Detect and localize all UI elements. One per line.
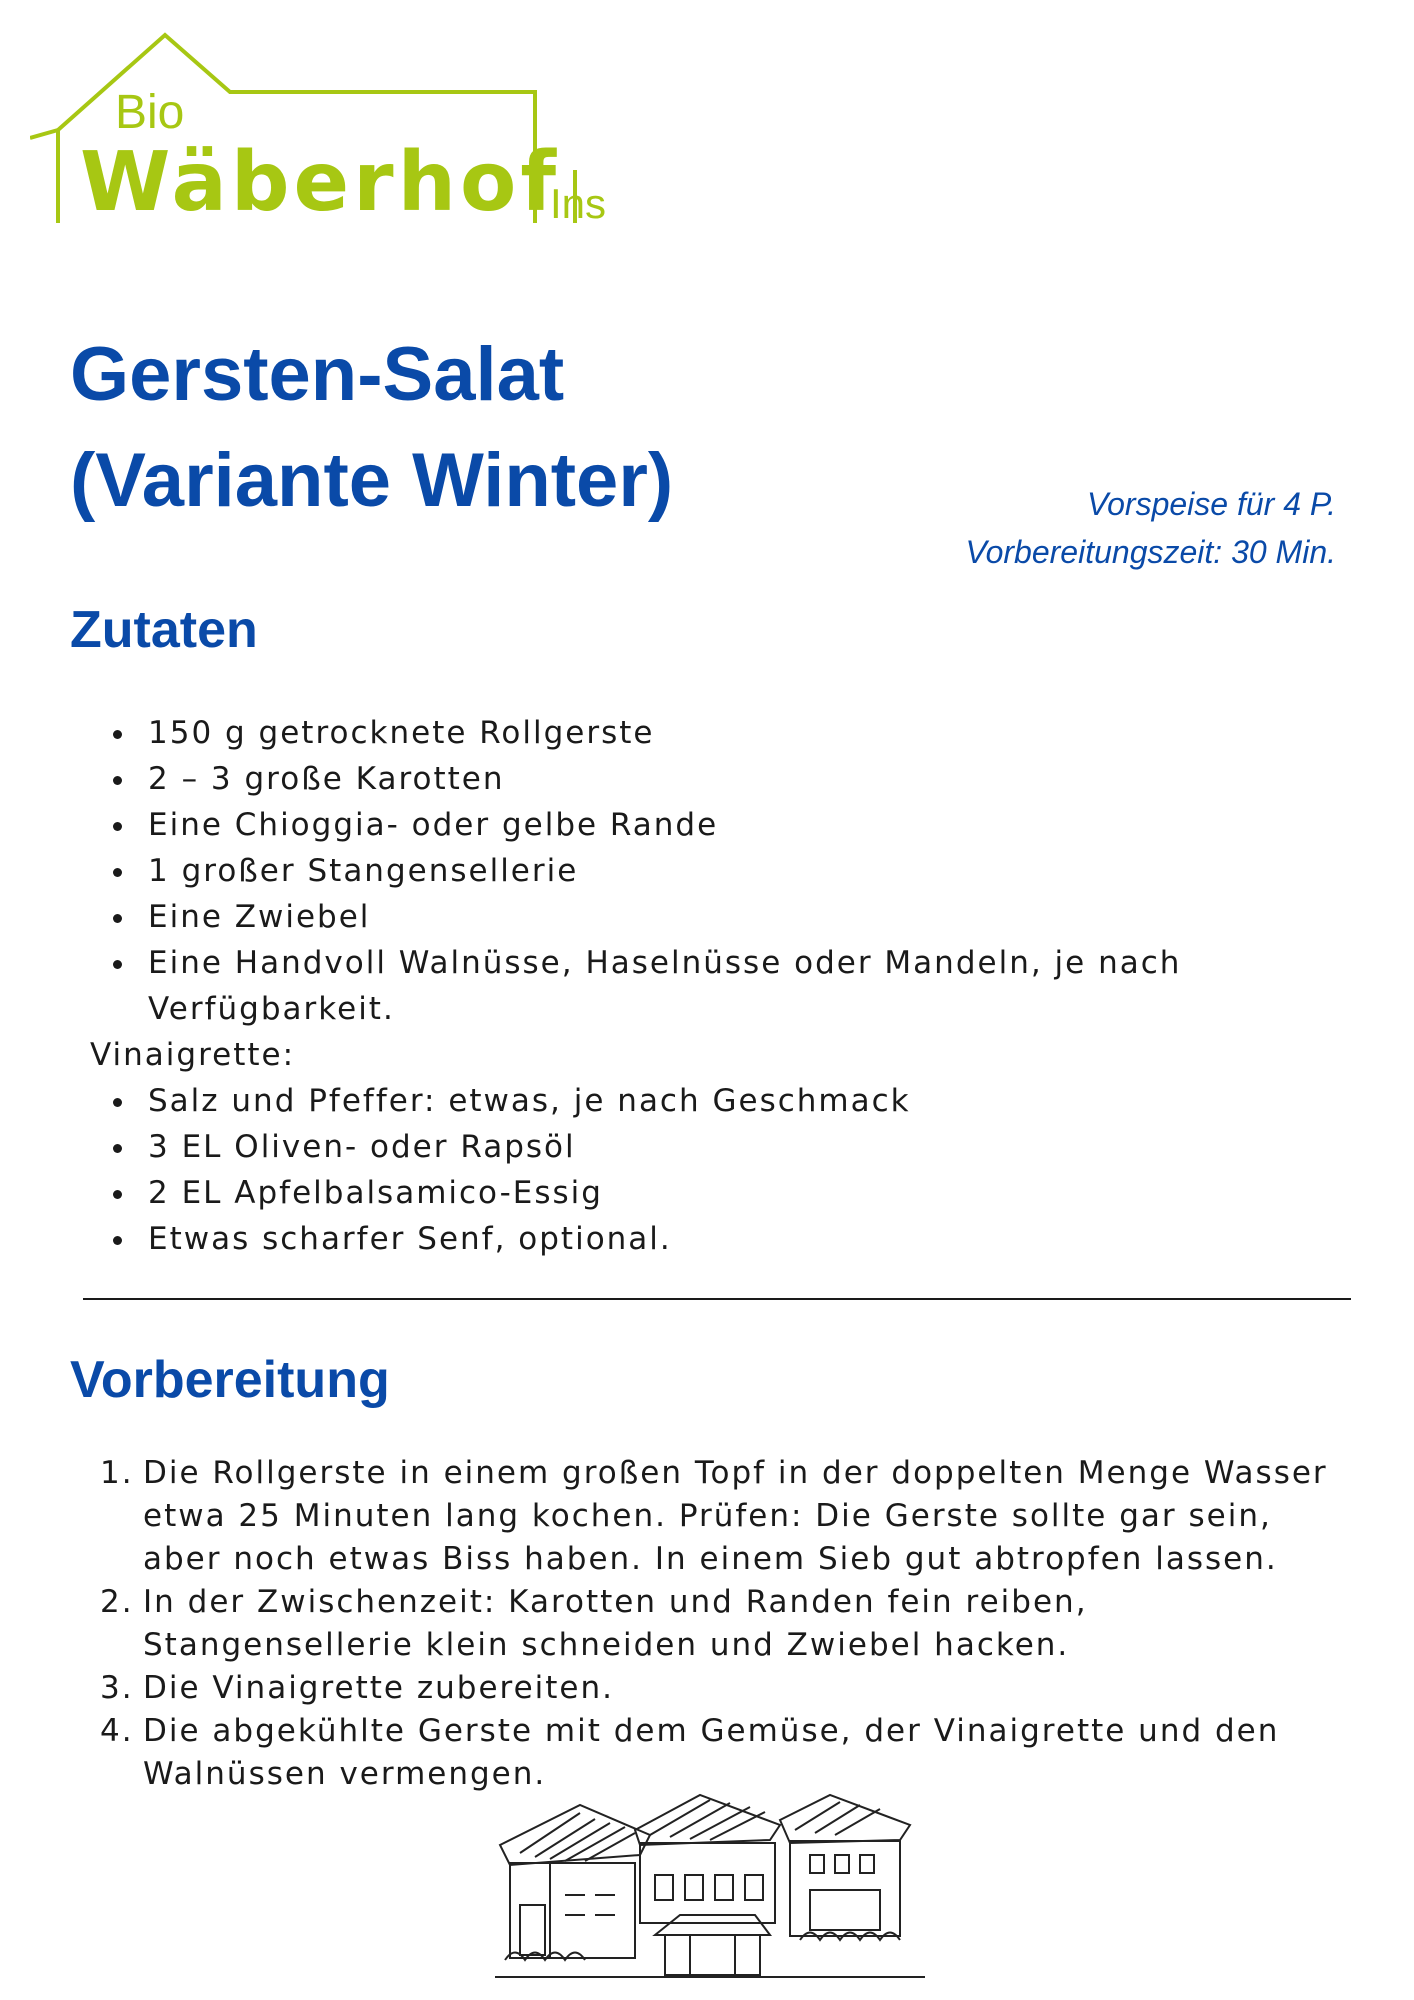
title-line-1: Gersten-Salat	[70, 332, 565, 417]
step-item	[100, 1710, 1330, 1796]
list-item: Etwas scharfer Senf, optional.	[90, 1216, 1290, 1262]
servings: Vorspeise für 4 P.	[1086, 486, 1336, 522]
list-item: 150 g getrocknete Rollgerste	[90, 710, 1290, 756]
title-line-2: (Variante Winter)	[70, 438, 674, 523]
recipe-meta	[965, 480, 1336, 576]
step-item	[100, 1452, 1330, 1581]
step-item	[100, 1581, 1330, 1667]
step-item	[100, 1667, 1330, 1710]
list-item: 3 EL Oliven- oder Rapsöl	[90, 1124, 1290, 1170]
logo-place: Ins	[550, 180, 607, 227]
ingredients-heading: Zutaten	[70, 601, 258, 659]
divider	[83, 1298, 1351, 1300]
logo-bio: Bio	[115, 86, 185, 139]
list-item: Salz und Pfeffer: etwas, je nach Geschmack	[90, 1078, 1290, 1124]
prep-time: Vorbereitungszeit: 30 Min.	[965, 534, 1336, 570]
step-text: Die Rollgerste in einem großen Topf in der doppelten Menge Wasser etwa 25 Minuten lang kochen. Prüfen: Die Gerste sollte gar sein, aber noch etwas Biss haben. In einem Sieb gut abtropfen lassen.	[143, 1455, 1328, 1577]
preparation-heading: Vorbereitung	[70, 1351, 390, 1409]
step-number: 3.	[100, 1670, 134, 1706]
list-item: Eine Zwiebel	[90, 894, 1290, 940]
list-item: 1 großer Stangensellerie	[90, 848, 1290, 894]
list-item: Eine Chioggia- oder gelbe Rande	[90, 802, 1290, 848]
step-number: 4.	[100, 1713, 134, 1749]
step-text: In der Zwischenzeit: Karotten und Randen fein reiben, Stangensellerie klein schneiden und Zwiebel hacken.	[143, 1584, 1088, 1663]
step-number: 1.	[100, 1455, 134, 1491]
logo-name: Wäberhof	[80, 135, 560, 230]
preparation-steps	[100, 1452, 1330, 1796]
step-text: Die abgekühlte Gerste mit dem Gemüse, der Vinaigrette und den Walnüssen vermengen.	[143, 1713, 1280, 1792]
page-title	[70, 322, 673, 534]
list-item: Eine Handvoll Walnüsse, Haselnüsse oder Mandeln, je nach Verfügbarkeit.	[90, 940, 1290, 1032]
vinaigrette-label: Vinaigrette:	[90, 1037, 296, 1073]
farm-illustration-icon	[490, 1785, 930, 1985]
list-item: 2 EL Apfelbalsamico-Essig	[90, 1170, 1290, 1216]
list-item: 2 – 3 große Karotten	[90, 756, 1290, 802]
step-number: 2.	[100, 1584, 134, 1620]
ingredients-list	[90, 710, 1290, 1262]
logo	[30, 30, 630, 230]
step-text: Die Vinaigrette zubereiten.	[143, 1670, 615, 1706]
